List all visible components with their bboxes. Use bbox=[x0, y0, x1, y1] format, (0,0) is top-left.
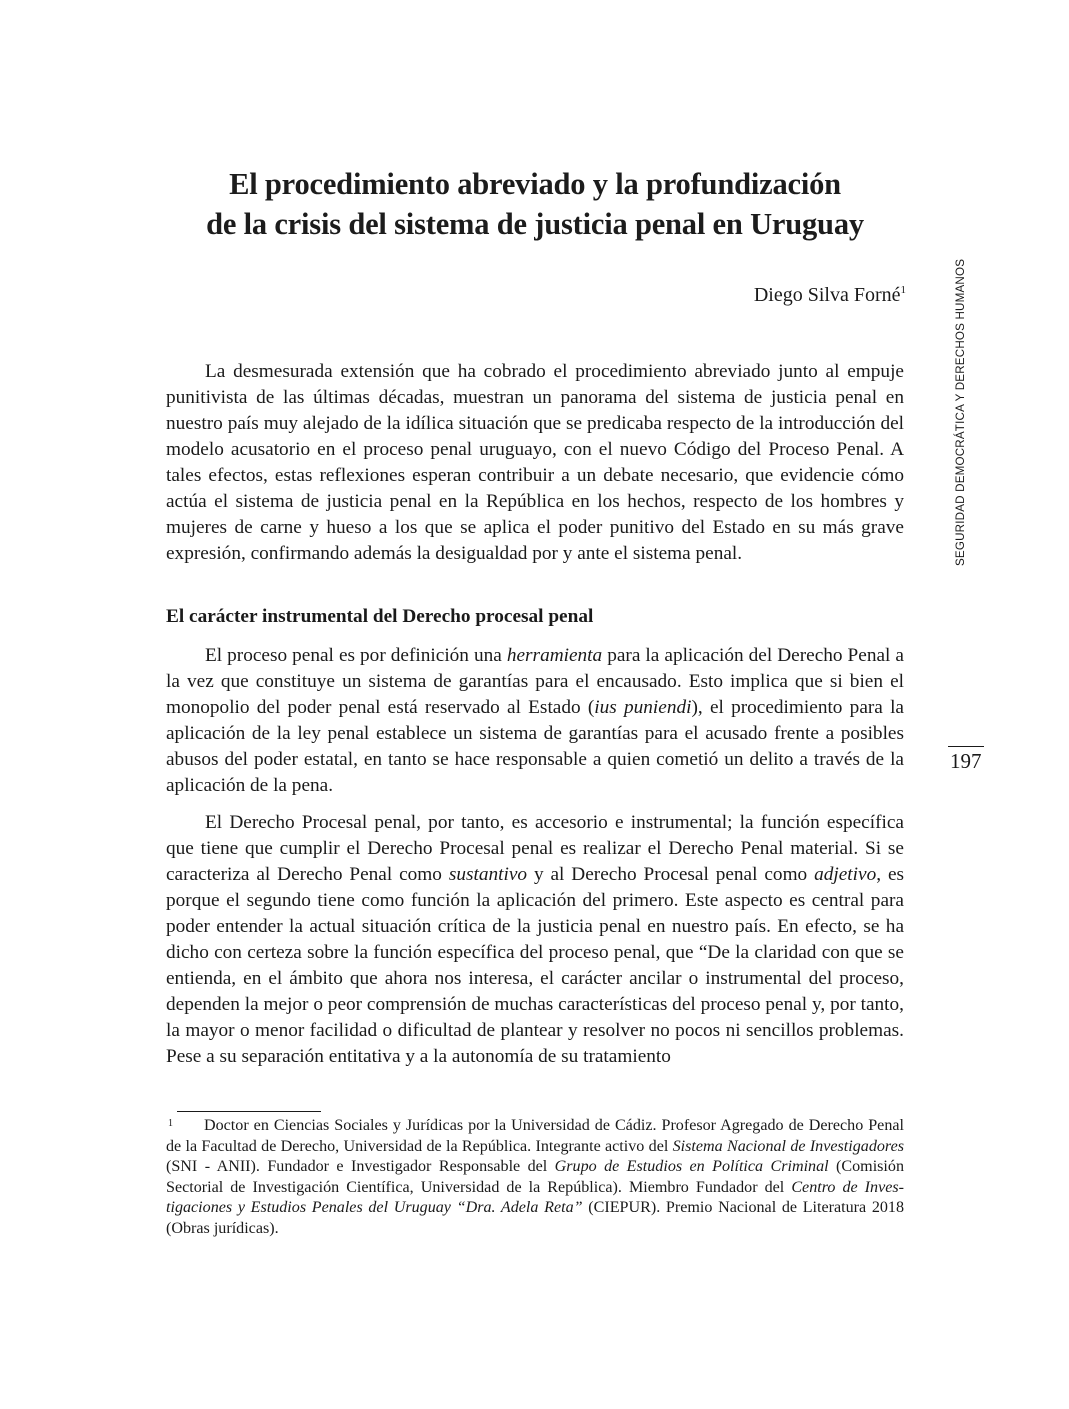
footnote bbox=[166, 1116, 904, 1239]
p2-italic-a: sustantivo bbox=[448, 864, 528, 885]
p2-text-c: , es porque el segundo tiene como función la aplicación del primero. Este aspecto es central para poder entender la actual situación crítica de la justicia penal en nuestro país. En efecto, se ha dicho con certeza sobre la función específica del proceso penal, que “De la claridad con que se entienda, en el ámbito que ahora nos interesa, el carácter ancilar o instrumental del proceso, dependen la mejor o peor comprensión de muchas características del proceso penal y, por tanto, la mayor o menor facilidad o dificultad de plantear y resolver no pocos ni sencillos problemas. Pese a su separación entitativa y a la autonomía de su tratamiento bbox=[166, 864, 904, 1067]
fn-text-d: (CIEPUR). Premio Nacional de Literatura 2018 (Obras jurídicas). bbox=[166, 1199, 905, 1237]
p2-text-a: El Derecho Procesal penal, por tanto, es accesorio e instrumental; la función específica que tiene que cumplir el Derecho Procesal penal es realizar el Derecho Penal material. Si se caracteriza al Derecho Penal como bbox=[166, 812, 904, 885]
section-body bbox=[166, 643, 904, 1070]
fn-text-a: Doctor en Ciencias Sociales y Jurídicas por la Universidad de Cádiz. Profesor Agregado de Derecho Penal de la Facultad de Derecho, Universidad de la República. Integrante activo del bbox=[166, 1117, 904, 1155]
p2-text-b: y al Derecho Procesal penal como bbox=[527, 864, 815, 885]
fn-italic-b: Grupo de Estudios en Política Criminal bbox=[554, 1158, 829, 1175]
page-number-rule bbox=[948, 746, 984, 747]
fn-italic-c: Centro de Investigaciones y Estudios Penales del Uruguay “Dra. Adela Reta” bbox=[166, 1178, 904, 1216]
p1-text-c: ), el procedimiento para la aplicación de la ley penal establece un sistema de garantías para el acusado frente a posibles abusos del poder estatal, en tanto se hace responsable a quien cometió un delito a través de la aplicación de la pena. bbox=[166, 697, 904, 796]
fn-text-c: (Comisión Sectorial de Investigación Científica, Universidad de la República). Miembro Fundador del bbox=[166, 1158, 904, 1196]
abstract bbox=[166, 359, 904, 567]
footnote-mark: 1 bbox=[168, 1118, 173, 1129]
abstract-paragraph: La desmesurada extensión que ha cobrado el procedimiento abreviado junto al empuje punitivista de las últimas décadas, muestran un panorama del sistema de justicia penal en nuestro país muy alejado de la idílica situación que se predicaba respecto de la introducción del modelo acusatorio en el proceso penal uruguayo, con el nuevo Código del Proceso Penal. A tales efectos, estas reflexiones esperan contribuir a un debate necesario, que evidencie cómo actúa el sistema de justicia penal en la República en los hechos, respecto de los hombres y mujeres de carne y hueso a los que se aplica el poder punitivo del Estado en su más grave expresión, confirmando además la desigualdad por y ante el sistema penal. bbox=[166, 361, 904, 564]
p1-text-a: El proceso penal es por definición una bbox=[205, 645, 507, 666]
body-paragraph-1 bbox=[166, 643, 904, 799]
body-paragraph-2 bbox=[166, 810, 904, 1070]
title-line-1: El procedimiento abreviado y la profundización bbox=[229, 167, 841, 201]
section-heading: El carácter instrumental del Derecho procesal penal bbox=[166, 606, 594, 627]
title-line-2: de la crisis del sistema de justicia penal en Uruguay bbox=[206, 207, 864, 241]
p1-italic-b: ius puniendi bbox=[594, 697, 692, 718]
p1-italic-a: herramienta bbox=[506, 645, 603, 666]
article-title bbox=[150, 164, 920, 244]
p1-text-b: para la aplicación del Derecho Penal a la vez que constituye un sistema de garantías para el encausado. Esto implica que si bien el monopolio del poder penal está reservado al Estado ( bbox=[166, 645, 904, 718]
p2-italic-b: adjetivo bbox=[814, 864, 877, 885]
author-footnote-ref[interactable]: 1 bbox=[900, 284, 906, 296]
page-number: 197 bbox=[950, 749, 982, 773]
fn-italic-a: Sistema Nacional de Investigadores bbox=[672, 1137, 904, 1155]
running-head: SEGURIDAD DEMOCRÁTICA Y DERECHOS HUMANOS bbox=[954, 258, 967, 566]
fn-text-b: (SNI - ANII). Fundador e Investigador Responsable del bbox=[166, 1158, 555, 1175]
author-byline bbox=[754, 282, 906, 308]
author-name: Diego Silva Forné bbox=[753, 284, 901, 306]
footnote-separator bbox=[177, 1111, 321, 1112]
